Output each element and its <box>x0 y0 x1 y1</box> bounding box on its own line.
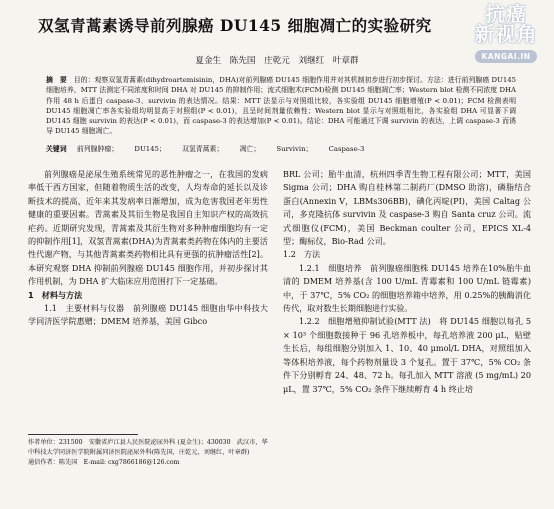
keywords <box>46 143 516 153</box>
author-list: 夏金生 陈先国 庄乾元 刘继红 叶章群 <box>195 56 359 66</box>
abstract-text: 目的：观察双氢青蒿素(dihydroartemisinin，DHA)对前列腺癌 DU145 细胞作用并对其机制初步进行初步探讨。方法：进行前列腺癌 DU145 细胞培养，MTT 法测定不同浓度和时间 DHA 对 DU145 的抑制作用；流式细胞术(FCM)检测 DU145 细胞凋亡率；Western blot 检测不同浓度 DHA 作用 48 h 后蛋白 caspase-3、survivin 的表达情况。结果：MTT 法显示与对照组比较，各实验组 DU145 细胞增殖(P < 0.01)；FCM 检测表明 DU145 细胞凋亡率各实验组均明显高于对照组(P < 0.01)，且呈时间剂量依赖性；Western blot 显示与对照组相比，各实验组 DHA 可显著下调 DU145 细胞 survivin 的表达(P < 0.01)，而 caspase-3 的表达增加(P < 0.01)。结论：DHA 可能通过下调 survivin 的表达，上调 caspase-3 而诱导 DU145 细胞凋亡。 <box>46 76 517 136</box>
keywords-label: 关键词 <box>46 145 67 153</box>
keyword: DU145； <box>134 145 166 153</box>
materials-continued: BRL 公司；胎牛血清，杭州四季青生物工程有限公司；MTT，美国 Sigma 公司；DHA 购自桂林第二制药厂(DMSO 助溶)，磷脂结合蛋白(Annexin V，LBMs306BB)，碘化丙啶(PI)，美国 Caltag 公司，多克隆抗体 survivin 及 caspase-3 购自 Santa cruz 公司。流式细胞仪(FCM)，美国 Beckman coulter 公司，EPICS XL-4 型；酶标仪，Bio-Rad 公司。 <box>283 169 531 247</box>
watermark-line2: 新视角 <box>474 22 538 46</box>
article-title: 双氢青蒿素诱导前列腺癌 DU145 细胞凋亡的实验研究 <box>38 16 432 35</box>
right-column <box>283 168 531 396</box>
cell-culture-paragraph: 1.2.1 细胞培养 前列腺癌细胞株 DU145 培养在10%胎牛血清的 DMEM 培养基(含 100 U/mL 青霉素和 100 U/mL 链霉素)中，于 37℃，5% CO₂ 的细胞培养箱中培养，用 0.25%的胰酶消化传代，取对数生长期细胞进行实验。 <box>283 262 531 314</box>
intro-paragraph: 前列腺癌是泌尿生殖系统常见的恶性肿瘤之一，在我国的发病率低于西方国家，但随着物质生活的改变，人均寿命的延长以及诊断技术的提高，近年来其发病率日渐增加，成为危害我国老年男性健康的重要因素。青蒿素及其衍生物是我国自主知识产权的高效抗疟药。近期研究发现，青蒿素及其衍生物对多种肿瘤细胞均有一定的抑制作用[1]，双氢青蒿素(DHA)为青蒿素类药物在体内的主要活性代谢产物，与其他青蒿素类药物相比具有更强的抗肿瘤活性[2]。本研究观察 DHA 抑制前列腺癌 DU145 细胞作用，并初步探讨其作用机制，为 DHA 扩大临床应用范围打下一定基础。 <box>28 169 268 287</box>
methods-heading: 1.2 方法 <box>283 249 321 260</box>
keyword: 前列腺肿瘤； <box>76 145 119 153</box>
keyword: 凋亡； <box>239 145 261 153</box>
keyword: Caspase-3 <box>328 145 365 153</box>
keyword: 双氢青蒿素； <box>182 145 224 153</box>
author-affiliation: 作者单位：231500 安徽省庐江县人民医院泌尿外科 (夏金生)；430030 武汉市，华中科技大学同济医学院附属同济医院泌尿外科(陈先国，庄乾元，刘继红，叶章群) <box>28 439 268 456</box>
left-column <box>28 168 268 329</box>
corresponding-author: 通信作者：陈先国 E-mail: cxg7866186@126.com <box>28 459 180 466</box>
section-heading: 1 材料与方法 <box>28 289 83 300</box>
footnote-rule <box>28 434 138 435</box>
mtt-paragraph: 1.2.2 细胞增殖抑制试验(MTT 法) 将 DU145 细胞以每孔 5 × 10³ 个细胞数接种于 96 孔培养板中，每孔培养液 200 μL，贴壁生长后，每组细胞分别加入 1、10、40 μmol/L DHA，对照组加入等体积培养液，每个药物剂量设 3 个复孔。置于 37℃，5% CO₂ 条件下分别孵育 24、48、72 h。每孔加入 MTT 溶液 (5 mg/mL) 20 μL，置 37℃，5% CO₂ 条件下继续孵育 4 h 终止培 <box>283 316 531 394</box>
watermark-badge: KANGAI.IN <box>475 50 536 63</box>
keyword: Survivin； <box>276 145 313 153</box>
watermark-line1: 抗癌 <box>485 2 527 26</box>
watermark-logo <box>464 4 548 63</box>
abstract-label: 摘 要 <box>46 76 67 84</box>
materials-paragraph: 1.1 主要材料与仪器 前列腺癌 DU145 细胞由华中科技大学同济医学院惠赠；DMEM 培养基，美国 Gibco <box>28 303 268 327</box>
abstract <box>46 75 516 137</box>
footnotes <box>28 438 268 468</box>
